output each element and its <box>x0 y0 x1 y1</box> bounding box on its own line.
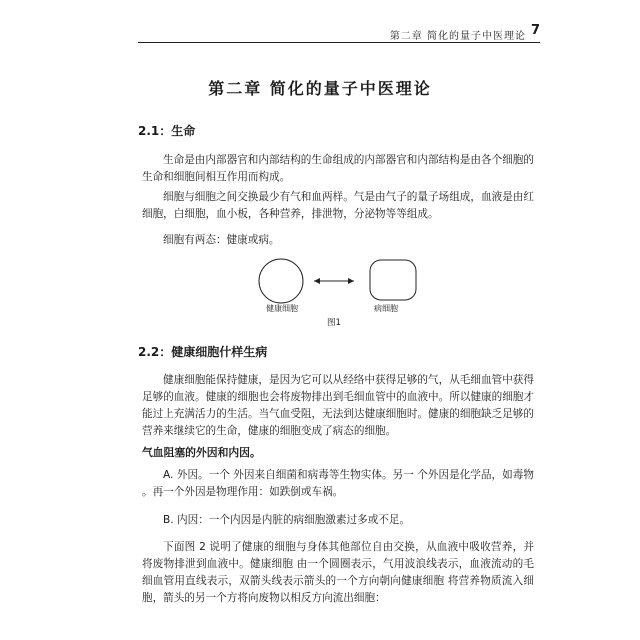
paragraph-cell-states: 细胞有两态：健康或病。 <box>163 234 280 246</box>
figure-label-healthy: 健康细胞 <box>266 304 298 313</box>
item-internal-cause: B. 内因：一个内因是内脏的病细胞激素过多或不足。 <box>163 514 411 526</box>
paragraph-figure2-description: 下面图 2 说明了健康的细胞与身体其他部位自由交换，从血液中吸收营养，并将废物排泄到血液中。健康细胞 由一个圆圈表示，气用波浪线表示，血液流动的毛细血管用直线表示，双箭头线表示箭头的一个方向朝向健康细胞 将营养物质流入细胞，箭头的另一个方将向废物以相反方向流出细胞： <box>142 541 534 604</box>
header-chapter-text: 第二章 简化的量子中医理论 <box>389 31 526 42</box>
item-external-cause: A. 外因。一个 外因来自细菌和病毒等生物实体。另一 个外因是化学品，如毒物 。再一个外因是物理作用：如跌倒或车祸。 <box>142 469 534 498</box>
paragraph-cell-exchange: 细胞与细胞之间交换最少有气和血两样。气是由气子的量子场组成，血液是由红细胞，白细胞，血小板，各种营养，排泄物，分泌物等等组成。 <box>142 191 534 220</box>
healthy-cell-circle <box>259 259 303 303</box>
section-heading-life: 2.1：生命 <box>138 124 196 138</box>
arrow-head-left <box>314 278 320 284</box>
section-heading-disease: 2.2：健康细胞什样生病 <box>138 345 268 359</box>
page-number: 7 <box>530 23 540 38</box>
arrow-head-right <box>348 278 354 284</box>
figure-caption: 图1 <box>327 318 341 328</box>
running-header <box>138 22 540 43</box>
figure-label-sick: 病细胞 <box>374 304 398 313</box>
sick-cell-shape <box>370 260 416 300</box>
chapter-title: 第二章 简化的量子中医理论 <box>208 79 432 98</box>
bold-subheading-causes: 气血阻塞的外因和内因。 <box>142 446 261 459</box>
paragraph-life-definition: 生命是由内部器官和内部结构的生命组成的内部器官和内部结构是由各个细胞的生命和细胞间相互作用而构成。 <box>142 154 534 183</box>
paragraph-healthy-cell: 健康细胞能保持健康，是因为它可以从经络中获得足够的气，从毛细血管中获得足够的血液。健康的细胞也会将废物排出到毛细血管中的血液中。所以健康的细胞才能过上充满活力的生活。当气血受阻，无法到达健康细胞时。健康的细胞缺乏足够的营养来继续它的生命，健康的细胞变成了病态的细胞。 <box>142 374 534 437</box>
